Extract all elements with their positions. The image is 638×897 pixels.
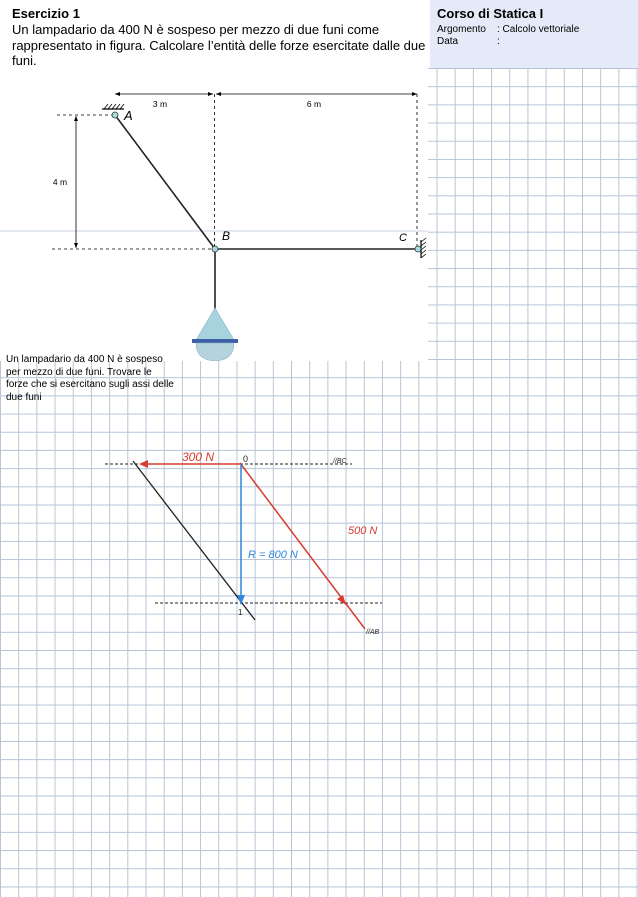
dim-label-6m: 6 m: [306, 99, 322, 109]
rope-ab: [115, 115, 215, 249]
force-polygon: [0, 361, 638, 661]
meta-argument-value: : Calcolo vettoriale: [497, 24, 580, 35]
meta-argument: [437, 24, 579, 35]
lamp-bulb: [196, 343, 234, 361]
meta-date-value: :: [497, 36, 500, 47]
label-point-1: 1: [238, 608, 243, 617]
meta-date: [437, 36, 500, 47]
lamp-shade: [196, 308, 234, 340]
force-ab-line: [240, 463, 365, 629]
label-parallel-ab: //AB: [366, 629, 380, 636]
problem-figure: [0, 68, 428, 403]
dim-arrow-icon: [216, 92, 221, 96]
label-point-b: B: [222, 229, 231, 243]
label-force-bc: 300 N: [182, 450, 215, 464]
dim-arrow-icon: [115, 92, 120, 96]
joint-a: [112, 112, 118, 118]
hatch-icon: [421, 238, 426, 258]
meta-date-key: Data: [437, 36, 459, 47]
label-parallel-bc: //BC: [333, 458, 347, 465]
vector-sketch: [0, 361, 638, 661]
dim-label-3m: 3 m: [152, 99, 168, 109]
dim-arrow-icon: [74, 243, 78, 248]
label-point-a: A: [124, 108, 133, 123]
dim-arrow-icon: [74, 116, 78, 121]
arrow-head-icon: [139, 460, 148, 468]
dim-arrow-icon: [412, 92, 417, 96]
hatch-icon: [104, 104, 124, 109]
exercise-header: [0, 0, 430, 68]
arrow-head-icon: [237, 595, 245, 605]
parallel-ab-line-left: [133, 461, 255, 620]
label-force-ab: 500 N: [348, 525, 378, 537]
joint-b: [212, 246, 218, 252]
label-origin: 0: [243, 454, 249, 464]
label-resultant: R = 800 N: [248, 549, 298, 561]
meta-argument-key: Argomento: [437, 24, 486, 35]
exercise-statement: Un lampadario da 400 N è sospeso per mezzo di due funi come rappresentato in figura. Calcolare l’entità delle forze esercitate dalle due funi.: [12, 22, 426, 68]
course-title: Corso di Statica I: [437, 6, 544, 21]
label-point-c: C: [399, 232, 407, 244]
figure-note: Un lampadario da 400 N è sospeso per mezzo di due funi. Trovare le forze che si esercitano sugli assi delle due funi: [6, 354, 174, 403]
exercise-title: Esercizio 1: [12, 6, 80, 21]
dim-arrow-icon: [208, 92, 213, 96]
lamp-diagram: [0, 68, 428, 361]
joint-c: [415, 246, 421, 252]
dim-label-4m: 4 m: [52, 177, 68, 187]
lamp-rim: [192, 339, 238, 343]
